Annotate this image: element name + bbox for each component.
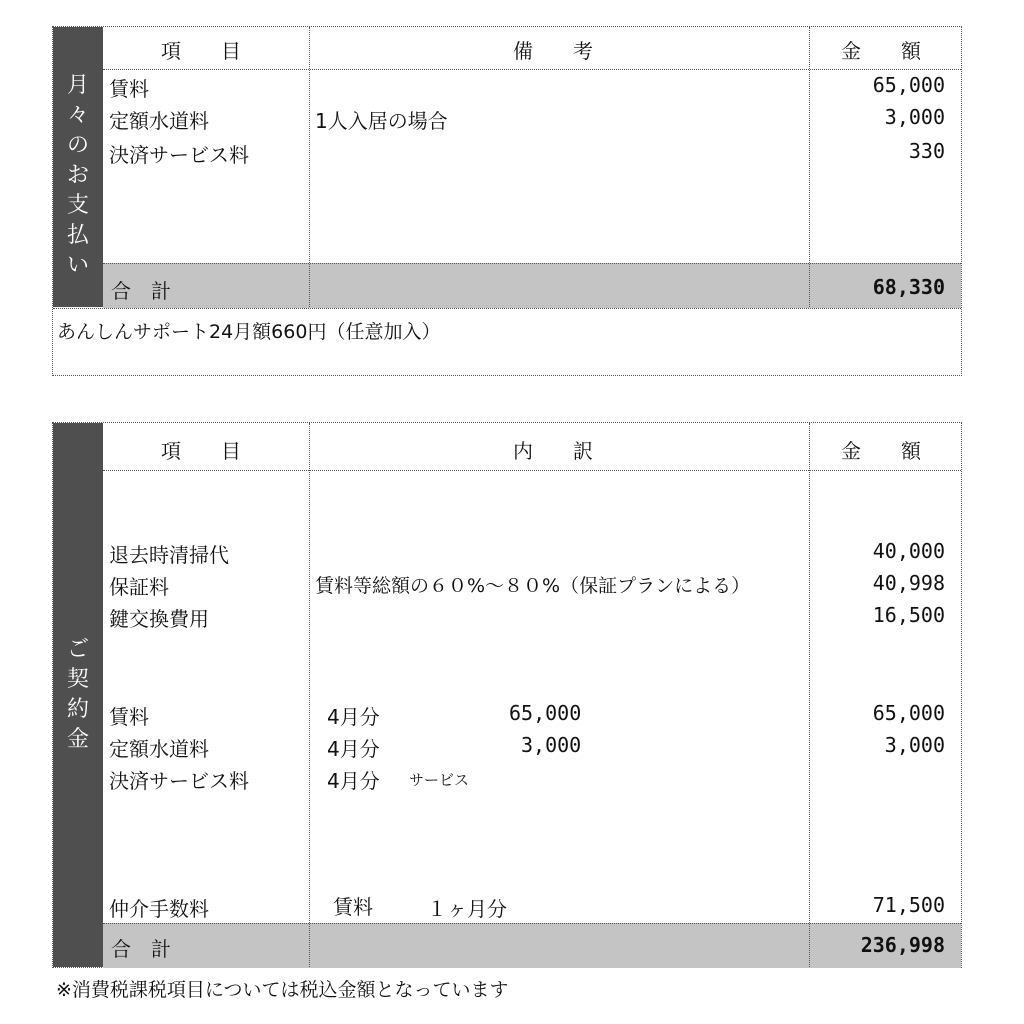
- contract-item-water: 定額水道料: [109, 737, 209, 761]
- tax-note: ※消費税課税項目については税込金額となっています: [56, 979, 509, 1001]
- monthly-total-label: 合 計: [111, 279, 171, 303]
- contract-amount-guarantee: 40,998: [872, 571, 945, 595]
- monthly-total-divider: [103, 263, 961, 264]
- monthly-total-row: [103, 263, 961, 308]
- contract-total-amount: 236,998: [860, 933, 945, 957]
- monthly-amount-settlement: 330: [908, 139, 945, 163]
- contract-detail-water-month: 4月分: [327, 737, 380, 761]
- monthly-remark-water: 1人入居の場合: [315, 109, 448, 133]
- contract-detail-rent-value: 65,000: [509, 701, 582, 725]
- contract-fee-table: [52, 422, 962, 968]
- contract-amount-key-change: 16,500: [872, 603, 945, 627]
- monthly-item-settlement: 決済サービス料: [109, 143, 249, 167]
- contract-detail-settlement-month: 4月分: [327, 769, 380, 793]
- contract-item-guarantee: 保証料: [109, 575, 169, 599]
- contract-total-divider: [103, 923, 961, 924]
- contract-item-settlement: 決済サービス料: [109, 769, 249, 793]
- monthly-header-item: 項 目: [161, 39, 241, 63]
- contract-col-divider: [309, 423, 310, 967]
- monthly-amount-water: 3,000: [884, 105, 945, 129]
- contract-header-amount: 金 額: [841, 439, 921, 463]
- contract-amount-cleaning: 40,000: [872, 539, 945, 563]
- contract-detail-guarantee: 賃料等総額の６０%～８０%（保証プランによる）: [315, 575, 751, 597]
- contract-amount-water: 3,000: [884, 733, 945, 757]
- contract-amount-brokerage: 71,500: [872, 893, 945, 917]
- contract-item-brokerage: 仲介手数料: [109, 897, 209, 921]
- contract-item-rent: 賃料: [109, 705, 149, 729]
- contract-header-detail: 内 訳: [513, 439, 593, 463]
- contract-detail-brokerage-label: 賃料: [333, 895, 373, 919]
- contract-side-label: ご 契 約 金: [53, 423, 103, 967]
- monthly-payment-table: [52, 26, 962, 376]
- contract-amount-rent: 65,000: [872, 701, 945, 725]
- contract-item-cleaning: 退去時清掃代: [109, 543, 229, 567]
- monthly-footer-note: あんしんサポート24月額660円（任意加入）: [57, 321, 441, 343]
- contract-col-divider: [809, 423, 810, 967]
- monthly-amount-rent: 65,000: [872, 73, 945, 97]
- monthly-header-divider: [103, 69, 961, 70]
- monthly-item-water: 定額水道料: [109, 109, 209, 133]
- contract-total-label: 合 計: [111, 937, 171, 961]
- contract-detail-settlement-value: サービス: [409, 771, 470, 789]
- monthly-total-amount: 68,330: [872, 275, 945, 299]
- contract-header-item: 項 目: [161, 439, 241, 463]
- monthly-side-label: 月 々 の お 支 払 い: [53, 27, 103, 307]
- monthly-footer-divider: [53, 308, 961, 309]
- monthly-header-remark: 備 考: [513, 39, 593, 63]
- contract-header-divider: [103, 470, 961, 471]
- contract-detail-brokerage-value: １ヶ月分: [427, 897, 507, 921]
- monthly-header-amount: 金 額: [841, 39, 921, 63]
- contract-item-key-change: 鍵交換費用: [109, 607, 209, 631]
- contract-detail-rent-month: 4月分: [327, 705, 380, 729]
- monthly-item-rent: 賃料: [109, 77, 149, 101]
- contract-total-row: [103, 923, 961, 968]
- contract-detail-water-value: 3,000: [521, 733, 582, 757]
